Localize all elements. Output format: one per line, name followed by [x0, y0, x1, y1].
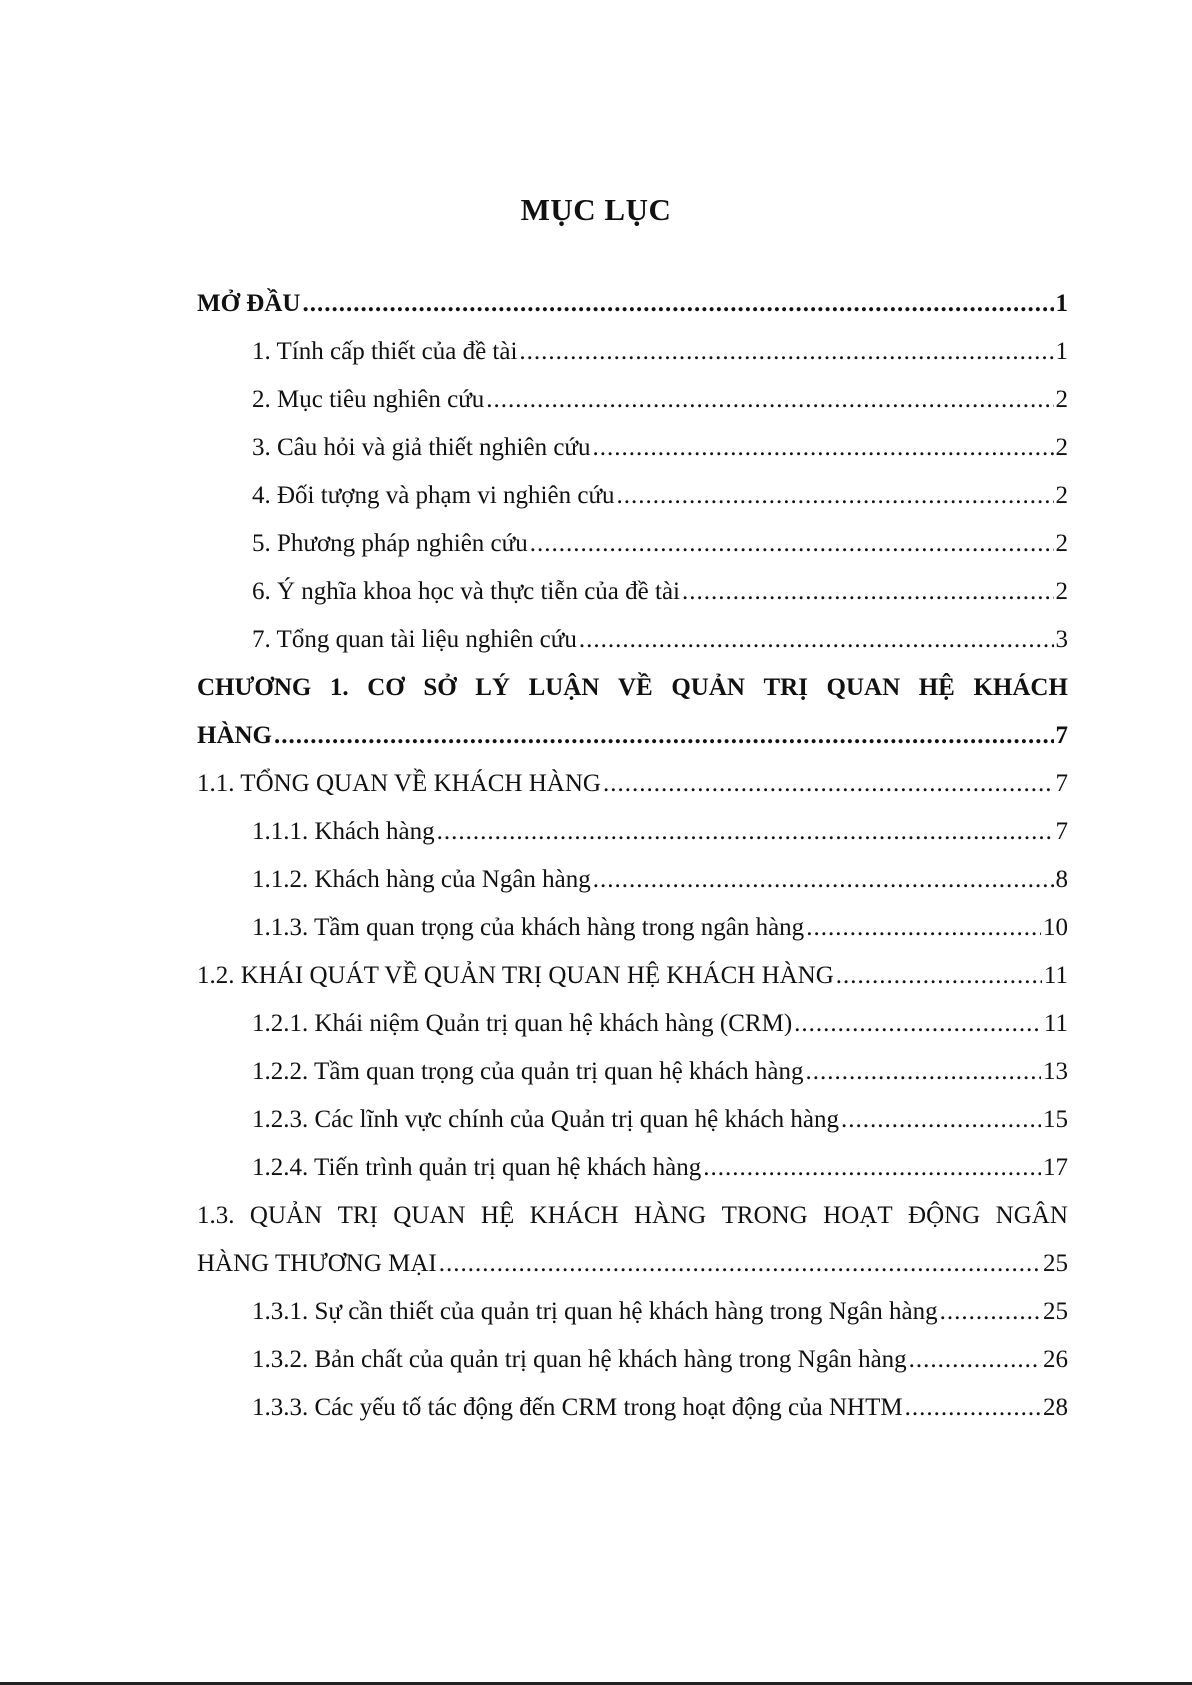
toc-section-1-3-line-2[interactable]	[197, 1250, 1068, 1298]
dot-leader	[593, 866, 1054, 894]
toc-entry-page: 15	[1043, 1106, 1068, 1133]
heading-word: CƠ	[367, 674, 405, 701]
heading-word: LUẬN	[528, 674, 600, 701]
toc-entry-page: 25	[1043, 1250, 1068, 1277]
toc-section-1-2[interactable]	[197, 962, 1068, 1010]
heading-word: TRỊ	[337, 1202, 378, 1229]
dot-leader	[841, 1106, 1041, 1134]
toc-entry-page: 11	[1043, 1010, 1068, 1037]
toc-entry[interactable]	[197, 818, 1068, 866]
toc-chapter-1-line-1[interactable]	[197, 674, 1068, 722]
heading-word: LÝ	[475, 674, 510, 701]
heading-word: NGÂN	[995, 1202, 1068, 1229]
toc-entry-text: 2. Mục tiêu nghiên cứu	[252, 386, 485, 413]
dot-leader	[519, 338, 1053, 366]
toc-entry-page: 2	[1055, 578, 1068, 605]
toc-entry-text: 1.2. KHÁI QUÁT VỀ QUẢN TRỊ QUAN HỆ KHÁCH HÀNG	[197, 962, 834, 989]
toc-entry[interactable]	[197, 1298, 1068, 1346]
heading-word: HOẠT	[823, 1202, 893, 1229]
toc-entry-page: 1	[1055, 290, 1068, 317]
dot-leader	[603, 770, 1054, 798]
toc-entry-text: 1. Tính cấp thiết của đề tài	[252, 338, 518, 365]
toc-entry-text: 1.1. TỔNG QUAN VỀ KHÁCH HÀNG	[197, 770, 601, 797]
toc-entry-page: 3	[1055, 626, 1068, 653]
toc-entry[interactable]	[197, 434, 1068, 482]
toc-entry-text: MỞ ĐẦU	[197, 290, 301, 317]
toc-entry[interactable]	[197, 386, 1068, 434]
toc-entry[interactable]	[197, 866, 1068, 914]
toc-entry[interactable]	[197, 626, 1068, 674]
table-of-contents	[197, 290, 1068, 1442]
toc-entry-page: 13	[1043, 1058, 1068, 1085]
toc-entry-page: 11	[1043, 962, 1068, 989]
toc-chapter-1-line-2[interactable]	[197, 722, 1068, 770]
dot-leader	[439, 1250, 1041, 1278]
heading-word: VỀ	[618, 674, 653, 701]
toc-entry-text: 7. Tổng quan tài liệu nghiên cứu	[252, 626, 577, 653]
toc-entry-page: 7	[1055, 770, 1068, 797]
toc-entry[interactable]	[197, 530, 1068, 578]
heading-word: KHÁCH	[529, 1202, 619, 1229]
dot-leader	[592, 434, 1053, 462]
toc-entry-page: 10	[1043, 914, 1068, 941]
toc-entry-text: 1.3.3. Các yếu tố tác động đến CRM trong hoạt động của NHTM	[252, 1394, 903, 1421]
toc-entry-text: 5. Phương pháp nghiên cứu	[252, 530, 528, 557]
toc-entry-page: 2	[1055, 386, 1068, 413]
heading-word: KHÁCH	[973, 674, 1068, 701]
toc-entry-page: 7	[1055, 722, 1068, 749]
heading-word: SỞ	[423, 674, 457, 701]
heading-word: HỆ	[480, 1202, 515, 1229]
toc-entry-text: 1.2.2. Tầm quan trọng của quản trị quan hệ khách hàng	[252, 1058, 804, 1085]
toc-entry-page: 28	[1043, 1394, 1068, 1421]
toc-entry-text: HÀNG THƯƠNG MẠI	[197, 1250, 437, 1277]
heading-word: QUẢN	[249, 1202, 323, 1229]
dot-leader	[905, 1394, 1041, 1422]
dot-leader	[274, 722, 1054, 750]
toc-entry-page: 1	[1055, 338, 1068, 365]
toc-entry-text: 1.3.2. Bản chất của quản trị quan hệ khách hàng trong Ngân hàng	[252, 1346, 907, 1373]
toc-entry[interactable]	[197, 338, 1068, 386]
dot-leader	[530, 530, 1054, 558]
heading-word: CHƯƠNG	[197, 674, 312, 701]
dot-leader	[579, 626, 1054, 654]
heading-word: HỆ	[918, 674, 955, 701]
toc-entry[interactable]	[197, 1010, 1068, 1058]
toc-entry-page: 2	[1055, 434, 1068, 461]
toc-entry-page: 8	[1055, 866, 1068, 893]
heading-word: ĐỘNG	[908, 1202, 981, 1229]
toc-entry-text: 1.2.4. Tiến trình quản trị quan hệ khách hàng	[252, 1154, 702, 1181]
dot-leader	[486, 386, 1053, 414]
dot-leader	[836, 962, 1042, 990]
toc-entry-text: 1.3.1. Sự cần thiết của quản trị quan hệ khách hàng trong Ngân hàng	[252, 1298, 938, 1325]
toc-entry[interactable]	[197, 578, 1068, 626]
toc-entry-text: 1.1.1. Khách hàng	[252, 818, 435, 845]
toc-entry-text: 1.2.3. Các lĩnh vực chính của Quản trị quan hệ khách hàng	[252, 1106, 839, 1133]
toc-entry-page: 25	[1043, 1298, 1068, 1325]
toc-entry-page: 26	[1043, 1346, 1068, 1373]
dot-leader	[437, 818, 1054, 846]
page-title: MỤC LỤC	[520, 192, 672, 227]
toc-entry-text: 1.2.1. Khái niệm Quản trị quan hệ khách hàng (CRM)	[252, 1010, 793, 1037]
heading-word: QUẢN	[671, 674, 745, 701]
toc-entry-page: 2	[1055, 530, 1068, 557]
toc-entry[interactable]	[197, 482, 1068, 530]
toc-entry-text: HÀNG	[197, 722, 272, 749]
heading-word: 1.3.	[197, 1202, 235, 1229]
heading-word: 1.	[329, 674, 349, 701]
dot-leader	[703, 1154, 1041, 1182]
toc-entry-text: 3. Câu hỏi và giả thiết nghiên cứu	[252, 434, 591, 461]
toc-entry-page: 2	[1055, 482, 1068, 509]
toc-entry-text: 6. Ý nghĩa khoa học và thực tiễn của đề tài	[252, 578, 680, 605]
heading-word: HÀNG	[633, 1202, 707, 1229]
toc-entry-text: 4. Đối tượng và phạm vi nghiên cứu	[252, 482, 615, 509]
heading-word: QUAN	[826, 674, 901, 701]
toc-entry[interactable]	[197, 1058, 1068, 1106]
toc-entry-page: 17	[1043, 1154, 1068, 1181]
dot-leader	[794, 1010, 1042, 1038]
dot-leader	[909, 1346, 1041, 1374]
heading-word: QUAN	[393, 1202, 466, 1229]
dot-leader	[805, 1058, 1041, 1086]
dot-leader	[617, 482, 1054, 510]
toc-entry-page: 7	[1055, 818, 1068, 845]
toc-section-1-1[interactable]	[197, 770, 1068, 818]
toc-entry[interactable]	[197, 1106, 1068, 1154]
dot-leader	[682, 578, 1054, 606]
dot-leader	[940, 1298, 1041, 1326]
heading-word: TRỊ	[763, 674, 808, 701]
toc-entry[interactable]	[197, 1394, 1068, 1442]
toc-entry[interactable]	[197, 1346, 1068, 1394]
dot-leader	[302, 290, 1053, 318]
toc-entry[interactable]	[197, 1154, 1068, 1202]
dot-leader	[806, 914, 1041, 942]
toc-entry-text: 1.1.3. Tầm quan trọng của khách hàng trong ngân hàng	[252, 914, 805, 941]
toc-entry-mo-dau[interactable]	[197, 290, 1068, 338]
toc-entry-text: 1.1.2. Khách hàng của Ngân hàng	[252, 866, 591, 893]
toc-entry[interactable]	[197, 914, 1068, 962]
toc-section-1-3-line-1[interactable]	[197, 1202, 1068, 1250]
heading-word: TRONG	[721, 1202, 808, 1229]
